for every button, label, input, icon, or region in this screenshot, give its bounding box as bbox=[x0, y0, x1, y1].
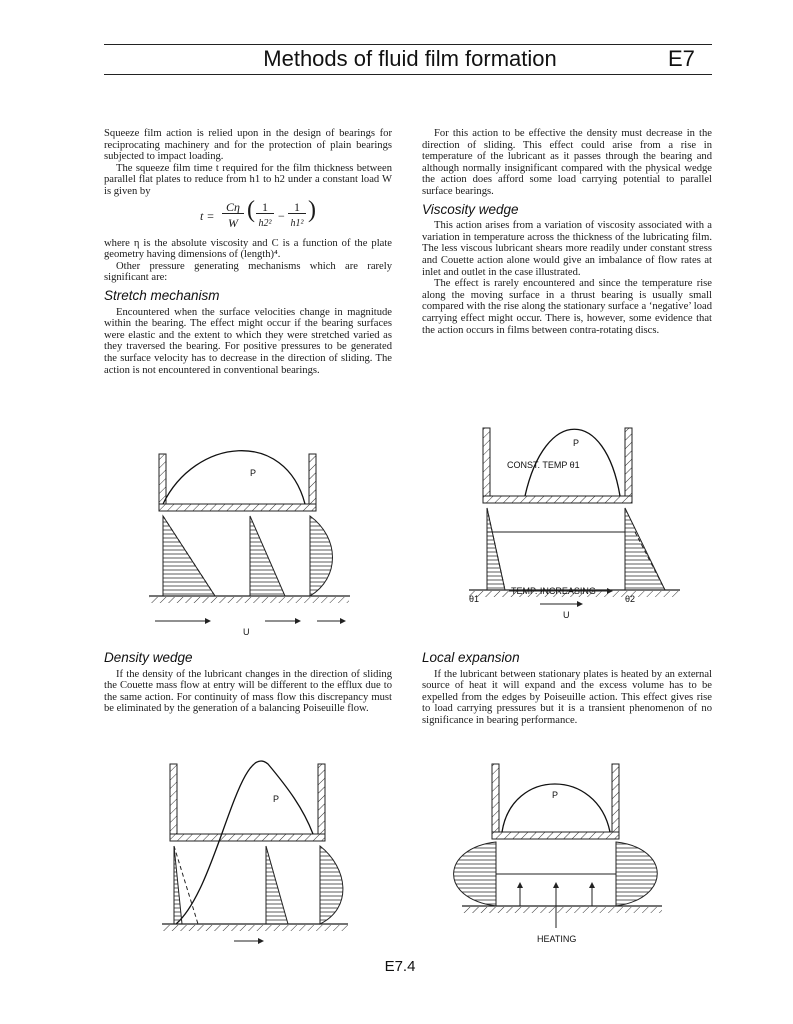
local-expansion-section bbox=[422, 646, 712, 727]
eq-paren-right: ) bbox=[308, 196, 316, 223]
pad-face bbox=[492, 832, 619, 839]
pad-left-wall bbox=[483, 428, 490, 496]
right-column bbox=[422, 128, 712, 336]
squeeze-paragraph: Squeeze film action is relied upon in the design of bearings for reciprocating machinery and for the protection of plain bearings subjected to impact loading. bbox=[104, 128, 392, 163]
velocity-profile-mid bbox=[266, 846, 288, 924]
pad-left-wall bbox=[159, 454, 166, 504]
density-figure bbox=[158, 758, 358, 948]
eq-den: W bbox=[228, 215, 238, 230]
velocity-label: U bbox=[243, 627, 250, 637]
header-bottom-rule bbox=[104, 74, 712, 75]
page-number: E7.4 bbox=[384, 958, 416, 975]
squeeze-time-paragraph: The squeeze film time t required for the film thickness between parallel flat plates to reduce from h1 to h2 under a constant load W is given by bbox=[104, 162, 392, 197]
velocity-arrowhead-2 bbox=[295, 618, 301, 624]
density-heading: Density wedge bbox=[104, 650, 193, 665]
moving-surface-hatch bbox=[162, 925, 348, 931]
header-top-rule bbox=[104, 44, 712, 45]
density-continuation-paragraph: For this action to be effective the density must decrease in the direction of sliding. This effect could arise from a rise in temperature of the lubricant as it passes through the bearing and although normally insignificant compared with the physical wedge the action does afford some load carrying potential to parallel surface bearings. bbox=[422, 128, 712, 197]
eq-term2-num: 1 bbox=[288, 202, 306, 215]
pad-face bbox=[159, 504, 316, 511]
eq-minus: − bbox=[278, 208, 285, 223]
other-mechanisms-paragraph: Other pressure generating mechanisms which are rarely significant are: bbox=[104, 260, 392, 284]
squeeze-equation bbox=[104, 196, 392, 235]
left-flow-lobe bbox=[454, 842, 496, 906]
heat-arrowhead-1 bbox=[517, 882, 523, 888]
pressure-label: P bbox=[552, 790, 559, 800]
heat-arrowhead-2 bbox=[553, 882, 559, 888]
theta1-label: θ1 bbox=[469, 594, 480, 604]
pad-face bbox=[483, 496, 632, 503]
pad-right-wall bbox=[318, 764, 325, 834]
viscosity-figure bbox=[465, 422, 690, 622]
stretch-heading: Stretch mechanism bbox=[104, 287, 220, 303]
local-expansion-figure bbox=[432, 758, 672, 948]
stretch-paragraph: Encountered when the surface velocities change in magnitude within the bearing. The effect might occur if the bearing surfaces were elastic and the extent to which they were stretched varied as they traversed the bearing. For positive pressures to be generated the surface velocity has to decrease in the direction of sliding. The action is not encountered in conventional bearings. bbox=[104, 306, 392, 376]
velocity-profile-outlet bbox=[310, 516, 333, 596]
velocity-arrowhead bbox=[258, 938, 264, 944]
lower-plate-hatch bbox=[462, 907, 662, 913]
pad-face bbox=[170, 834, 325, 841]
viscosity-paragraph: This action arises from a variation of viscosity associated with a variation in temperature across the thickness of the lubricating film. The less viscous lubricant shears more readily under constant stress and Couette action alone would give an imbalance of flow rates at inlet and outlet in the case illustrated. bbox=[422, 220, 712, 278]
eq-term2-den: h1² bbox=[290, 217, 304, 229]
eq-lhs: t = bbox=[200, 208, 215, 223]
velocity-profile-inlet bbox=[174, 846, 182, 924]
velocity-profile-mid bbox=[250, 516, 285, 596]
const-temp-label: CONST. TEMP θ1 bbox=[507, 460, 580, 470]
pressure-label: P bbox=[250, 468, 257, 478]
pad-right-wall bbox=[612, 764, 619, 832]
velocity-label: U bbox=[563, 610, 570, 620]
pressure-label: P bbox=[273, 794, 280, 804]
velocity-arrowhead-1 bbox=[205, 618, 211, 624]
stretch-figure bbox=[145, 448, 360, 638]
eq-paren-left: ( bbox=[247, 196, 255, 223]
header-title: Methods of fluid film formation bbox=[263, 46, 557, 71]
viscosity-effect-paragraph: The effect is rarely encountered and since the temperature rise along the moving surface in a thrust bearing is usually small compared with the rise along the stationary surface a ‘negative’ load carrying effect might occur. There is, however, some evidence that the action occurs in films between contra-rotating discs. bbox=[422, 278, 712, 336]
eq-num: Cη bbox=[222, 202, 244, 215]
velocity-arrowhead-3 bbox=[340, 618, 346, 624]
local-expansion-heading: Local expansion bbox=[422, 650, 520, 665]
density-section bbox=[104, 646, 392, 715]
temp-increasing-label: TEMP. INCREASING bbox=[511, 586, 596, 596]
velocity-profile-outlet bbox=[320, 846, 343, 924]
moving-surface-hatch bbox=[149, 597, 349, 603]
pressure-label: P bbox=[573, 438, 580, 448]
eq-term1-den: h2² bbox=[258, 217, 272, 229]
viscosity-heading: Viscosity wedge bbox=[422, 201, 519, 217]
eq-term1-num: 1 bbox=[256, 202, 274, 215]
right-flow-lobe bbox=[616, 842, 657, 906]
pad-left-wall bbox=[170, 764, 177, 834]
pressure-curve bbox=[176, 761, 313, 924]
heating-label: HEATING bbox=[537, 934, 577, 944]
pad-right-wall bbox=[625, 428, 632, 496]
density-paragraph: If the density of the lubricant changes in the direction of sliding the Couette mass flow at entry will be different to the efflux due to the same action. For continuity of mass flow this discrepancy must be eliminated by the generation of a balancing Poiseuille flow. bbox=[104, 668, 392, 715]
theta2-label: θ2 bbox=[625, 594, 636, 604]
velocity-arrowhead bbox=[577, 601, 583, 607]
pressure-curve bbox=[163, 451, 305, 504]
local-expansion-paragraph: If the lubricant between stationary plates is heated by an external source of heat it will expand and the excess volume has to be expelled from the edges by Poiseuille action. This effect gives rise to load carrying pressures but it is a transient phenomenon of no significance in bearing performance. bbox=[422, 668, 712, 726]
left-column bbox=[104, 128, 392, 376]
pad-right-wall bbox=[309, 454, 316, 504]
header-code: E7 bbox=[668, 46, 695, 71]
heat-arrowhead-3 bbox=[589, 882, 595, 888]
pad-left-wall bbox=[492, 764, 499, 832]
viscosity-definition-paragraph: where η is the absolute viscosity and C is a function of the plate geometry having dimensions of (length)⁴. bbox=[104, 237, 392, 261]
